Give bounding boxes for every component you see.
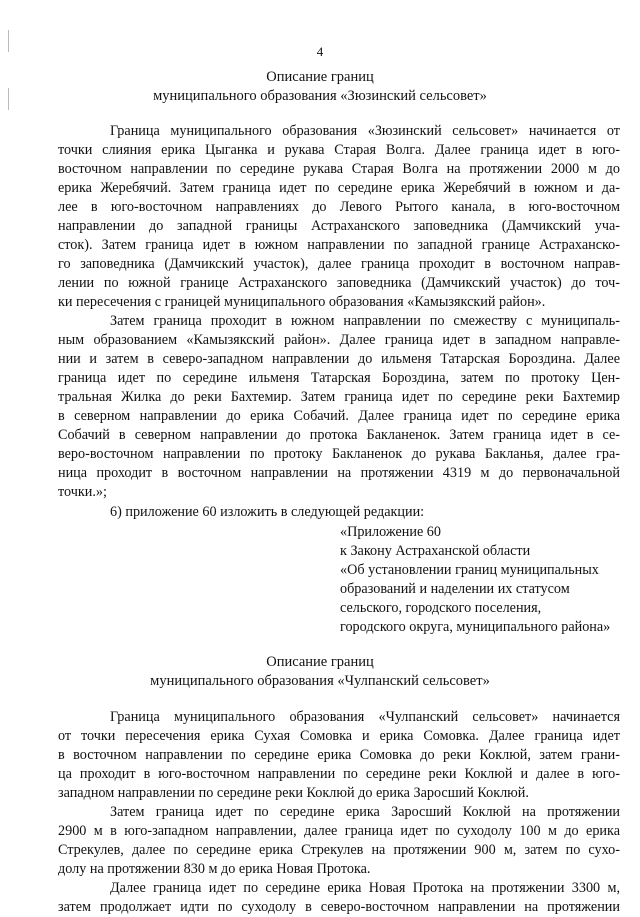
annex-line: «Приложение 60 [340,524,441,540]
text-line: ерика Жеребячий. Затем граница идет по середине ерика Жеребячий в южном и да- [58,180,620,196]
section-subtitle: муниципального образования «Зюзинский сельсовет» [153,88,487,104]
text-line: сток). Затем граница идет в южном направлении по западной границе Астраханско- [58,237,620,253]
annex-line: образований и наделении их статусом [340,581,570,597]
annex-line: сельского, городского поселения, [340,600,542,616]
text-line: точки.»; [58,484,107,500]
section-title: Описание границ [266,654,374,670]
text-line: восточном направлении по середине рукава Старая Волга на протяжении 2000 м до [58,161,620,177]
text-line: Далее граница идет по середине ерика Новая Протока на протяжении 3300 м, [110,880,620,896]
section-subtitle: муниципального образования «Чулпанский сельсовет» [150,673,490,689]
text-line: лее в юго-восточном направлениях до Левого Рытого канала, в юго-восточном [58,199,620,215]
text-line: направлении до западной границы Астраханского заповедника (Дамчикский уча- [58,218,620,234]
text-line: тральная Жилка до реки Бахтемир. Затем граница идет по середине реки Бахтемир [58,389,620,405]
text-line: ным образованием «Камызякский район». Далее граница идет в западном направле- [58,332,620,348]
text-line: в северном направлении до ерика Собачий. Далее граница идет по середине ерика [58,408,620,424]
text-line: в восточном направлении по середине ерика Сомовка до реки Коклюй, затем грани- [58,747,620,763]
text-line: западном направлении по середине реки Коклюй до ерика Заросший Коклюй. [58,785,529,801]
amendment-line: 6) приложение 60 изложить в следующей редакции: [110,504,425,520]
annex-line: к Закону Астраханской области [340,543,531,559]
text-line: Затем граница идет по середине ерика Заросший Коклюй на протяжении [110,804,620,820]
text-line: ца проходит в юго-восточном направлении по середине реки Коклюй и далее в юго- [58,766,620,782]
text-line: затем продолжает идти по суходолу в северо-восточном направлении на протяжении [58,899,620,915]
annex-line: «Об установлении границ муниципальных [340,562,599,578]
text-line: долу на протяжении 830 м до ерика Новая Протока. [58,861,371,877]
text-line: Собачий в северном направлении до протока Бакланенок. Затем граница идет в се- [58,427,620,443]
text-line: ница проходит в восточном направлении на протяжении 4319 м до первоначальной [58,465,620,481]
text-line: Стрекулев, далее по середине ерика Стрекулев на протяжении 900 м, затем по сухо- [58,842,620,858]
text-line: точки слияния ерика Цыганка и рукава Старая Волга. Далее граница идет в юго- [58,142,620,158]
text-line: нии и затем в северо-западном направлении до ильменя Татарская Бороздина. Далее [58,351,620,367]
text-line: Граница муниципального образования «Чулпанский сельсовет» начинается [110,709,620,725]
text-line: лении по южной границе Астраханского заповедника (Дамчикский участок) до точ- [58,275,620,291]
text-line: веро-восточном направлении по протоку Бакланенок до рукава Бакланья, далее гра- [58,446,620,462]
section-title: Описание границ [266,69,374,85]
text-line: от точки пересечения ерика Сухая Сомовка и ерика Сомовка. Далее граница идет [58,728,620,744]
text-line: 2900 м в юго-западном направлении, далее граница идет по суходолу 100 м до ерика [58,823,620,839]
text-line: ки пересечения с границей муниципального образования «Камызякский район». [58,294,546,310]
annex-line: городского округа, муниципального района» [340,619,611,635]
text-line: граница идет по середине ильменя Татарская Бороздина, затем по протоку Цен- [58,370,620,386]
text-line: Граница муниципального образования «Зюзинский сельсовет» начинается от [110,123,620,139]
text-line: го заповедника (Дамчикский участок), далее граница проходит в восточном направ- [58,256,620,272]
page-number: 4 [316,44,324,59]
text-line: Затем граница проходит в южном направлении по смежеству с муниципаль- [110,313,620,329]
